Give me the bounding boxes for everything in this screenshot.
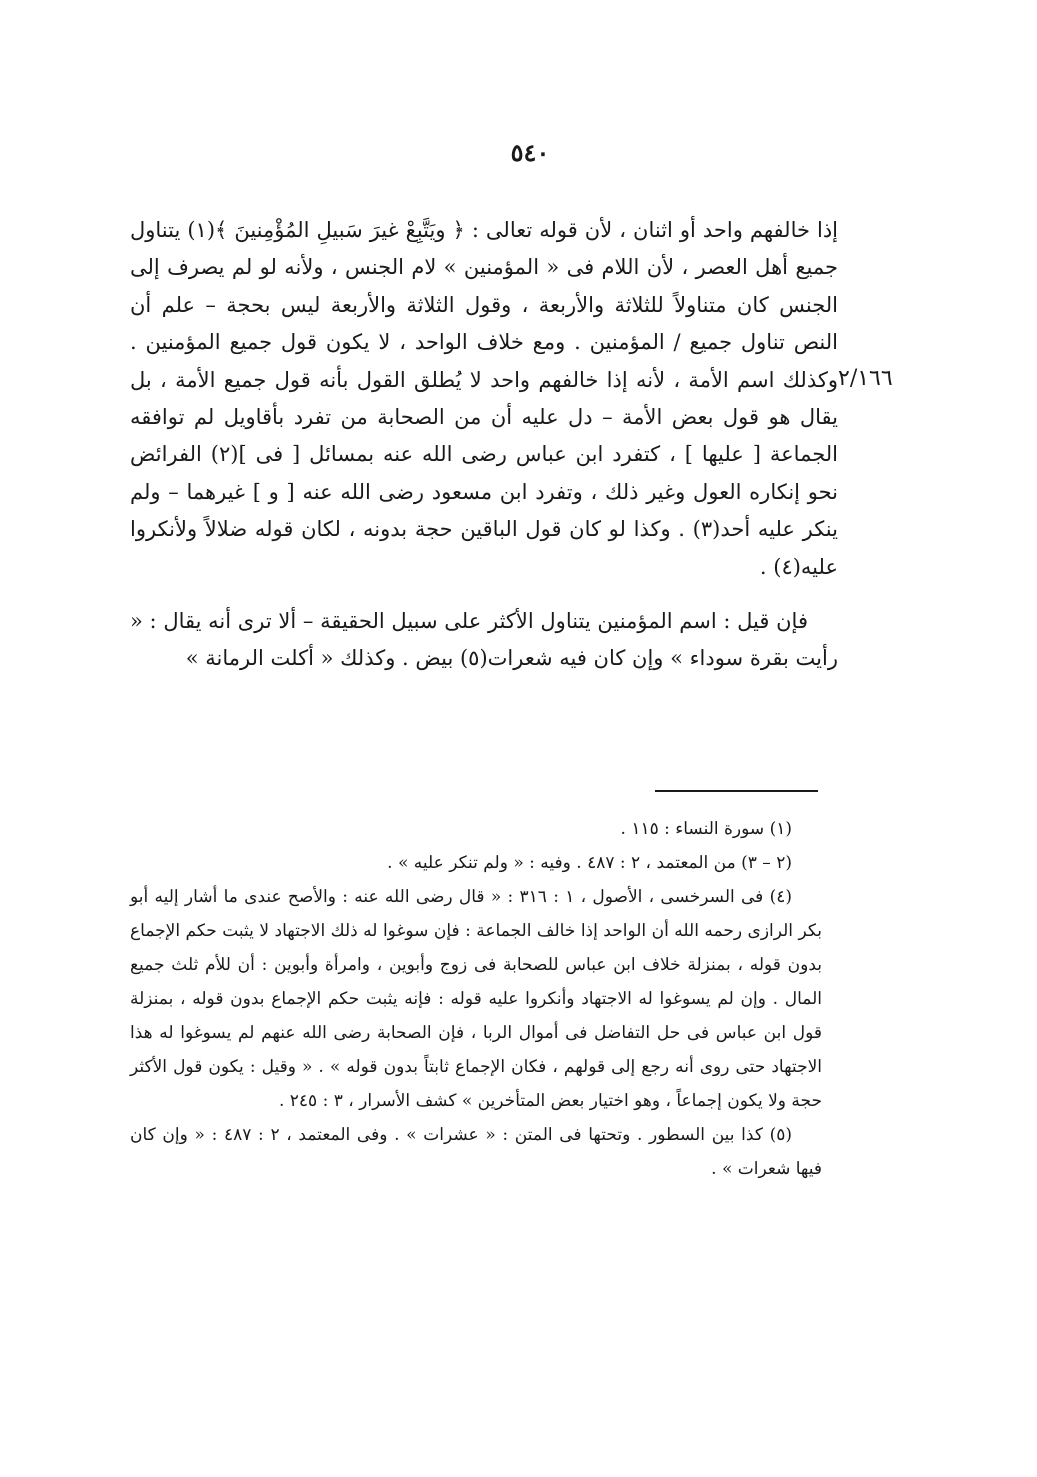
footnote: (٤) فى السرخسى ، الأصول ، ١ : ٣١٦ : « قال رضى الله عنه : والأصح عندى ما أشار إليه أبو بكر الرازى رحمه الله أن الواحد إذا خالف الجماعة : فإن سوغوا له ذلك الاجتهاد لا يثبت حكم الإجماع بدون قوله ، بمنزلة خلاف ابن عباس للصحابة فى زوج وأبوين ، وامرأة وأبوين : أن للأم ثلث جميع المال . وإن لم يسوغوا له الاجتهاد وأنكروا عليه قوله : فإنه يثبت حكم الإجماع بدون قوله ، بمنزلة قول ابن عباس فى حل التفاضل فى أموال الربا ، فإن الصحابة رضى الله عنهم لم يسوغوا له هذا الاجتهاد حتى روى أنه رجع إلى قولهم ، فكان الإجماع ثابتاً بدون قوله » . « وقيل : يكون قول الأكثر حجة ولا يكون إجماعاً ، وهو اختيار بعض المتأخرين » كشف الأسرار ، ٣ : ٢٤٥ . (130, 887, 823, 1111)
page-number: ٥٤٠ (510, 138, 550, 167)
footnote: (٥) كذا بين السطور . وتحتها فى المتن : « عشرات » . وفى المعتمد ، ٢ : ٤٨٧ : « وإن كان فيها شعرات » . (130, 1125, 822, 1179)
body-paragraph: إذا خالفهم واحد أو اثنان ، لأن قوله تعالى : ﴿ ويَتَّبِعْ غيرَ سَبيلِ المُؤْمِنينَ ﴾(١) يتناول جميع أهل العصر ، لأن اللام فى « المؤمنين » لام الجنس ، ولأنه لو لم يصرف إلى الجنس كان متناولاً للثلاثة والأربعة ، وقول الثلاثة والأربعة ليس بحجة – علم أن النص تناول جميع / المؤمنين . ومع خلاف الواحد ، لا يكون قول جميع المؤمنين . وكذلك اسم الأمة ، لأنه إذا خالفهم واحد لا يُطلق القول بأنه قول جميع الأمة ، بل يقال هو قول بعض الأمة – دل عليه أن من الصحابة من تفرد بأقاويل لم توافقه الجماعة [ عليها ] ، كتفرد ابن عباس رضى الله عنه بمسائل [ فى ](٢) الفرائض نحو إنكاره العول وغير ذلك ، وتفرد ابن مسعود رضى الله عنه [ و ] غيرهما – ولم ينكر عليه أحد(٣) . وكذا لو كان قول الباقين حجة بدونه ، لكان قوله ضلالاً ولأنكروا عليه(٤) . (130, 218, 839, 579)
main-text (130, 212, 838, 678)
body-paragraph: فإن قيل : اسم المؤمنين يتناول الأكثر على سبيل الحقيقة – ألا ترى أنه يقال : « رأيت بقرة سوداء » وإن كان فيه شعرات(٥) بيض . وكذلك « أكلت الرمانة » (130, 609, 838, 671)
footnotes (130, 812, 822, 1186)
margin-reference: ٢/١٦٦ (838, 366, 893, 391)
footnote: (١) سورة النساء : ١١٥ . (620, 819, 792, 839)
footnote-separator (655, 790, 818, 792)
footnote: (٢ – ٣) من المعتمد ، ٢ : ٤٨٧ . وفيه : « ولم تنكر عليه » . (387, 853, 792, 873)
